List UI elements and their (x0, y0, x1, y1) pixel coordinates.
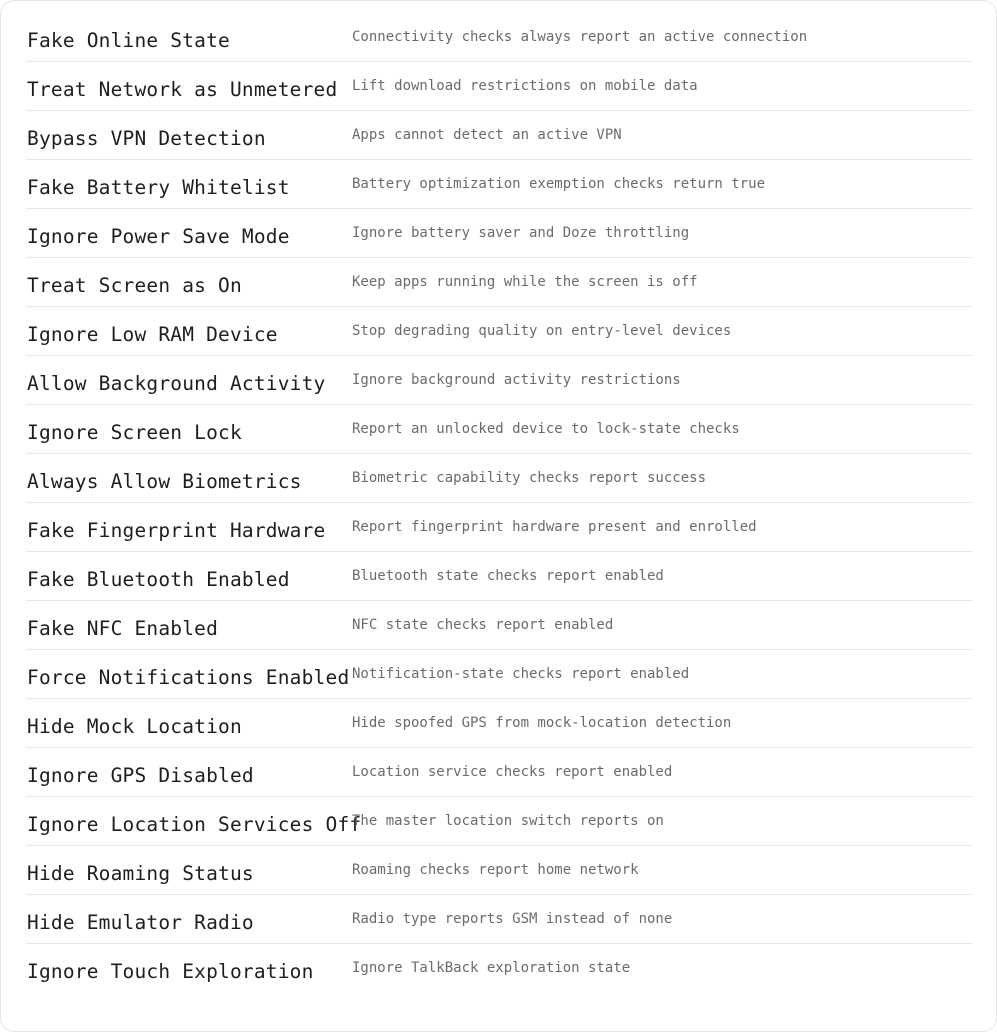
setting-description: Connectivity checks always report an active connection (352, 29, 808, 45)
setting-title: Treat Network as Unmetered (27, 78, 338, 101)
setting-row-force-notifications-enabled[interactable] (26, 650, 973, 699)
setting-title: Fake Online State (27, 29, 230, 52)
setting-description: Roaming checks report home network (352, 862, 639, 878)
setting-row-always-allow-biometrics[interactable] (26, 454, 973, 503)
setting-title: Treat Screen as On (27, 274, 242, 297)
setting-title: Ignore Screen Lock (27, 421, 242, 444)
setting-title: Ignore Low RAM Device (27, 323, 278, 346)
setting-row-ignore-screen-lock[interactable] (26, 405, 973, 454)
setting-row-ignore-touch-exploration[interactable] (26, 944, 973, 992)
setting-description: Apps cannot detect an active VPN (352, 127, 622, 143)
setting-description: Stop degrading quality on entry-level devices (352, 323, 732, 339)
setting-title: Hide Roaming Status (27, 862, 254, 885)
setting-title: Force Notifications Enabled (27, 666, 350, 689)
setting-description: Hide spoofed GPS from mock-location detection (352, 715, 732, 731)
setting-description: Ignore background activity restrictions (352, 372, 681, 388)
setting-title: Ignore Location Services Off (27, 813, 362, 836)
setting-title: Fake Fingerprint Hardware (27, 519, 326, 542)
setting-title: Ignore Touch Exploration (27, 960, 314, 983)
setting-title: Fake Battery Whitelist (27, 176, 290, 199)
setting-description: Report fingerprint hardware present and enrolled (352, 519, 757, 535)
setting-row-allow-background-activity[interactable] (26, 356, 973, 405)
setting-row-hide-emulator-radio[interactable] (26, 895, 973, 944)
setting-title: Allow Background Activity (27, 372, 326, 395)
setting-description: Battery optimization exemption checks return true (352, 176, 766, 192)
setting-title: Hide Emulator Radio (27, 911, 254, 934)
setting-row-bypass-vpn-detection[interactable] (26, 111, 973, 160)
setting-description: Radio type reports GSM instead of none (352, 911, 673, 927)
setting-row-ignore-low-ram-device[interactable] (26, 307, 973, 356)
setting-description: Report an unlocked device to lock-state checks (352, 421, 740, 437)
setting-row-fake-fingerprint-hardware[interactable] (26, 503, 973, 552)
setting-description: The master location switch reports on (352, 813, 664, 829)
setting-description: Location service checks report enabled (352, 764, 673, 780)
setting-title: Ignore Power Save Mode (27, 225, 290, 248)
setting-title: Fake NFC Enabled (27, 617, 219, 640)
setting-row-fake-bluetooth-enabled[interactable] (26, 552, 973, 601)
setting-description: Lift download restrictions on mobile data (352, 78, 698, 94)
setting-row-hide-mock-location[interactable] (26, 699, 973, 748)
setting-description: Notification-state checks report enabled (352, 666, 690, 682)
setting-row-ignore-location-services-off[interactable] (26, 797, 973, 846)
setting-row-ignore-gps-disabled[interactable] (26, 748, 973, 797)
setting-row-treat-network-as-unmetered[interactable] (26, 62, 973, 111)
setting-description: Ignore battery saver and Doze throttling (352, 225, 690, 241)
setting-description: Ignore TalkBack exploration state (352, 960, 631, 976)
setting-title: Always Allow Biometrics (27, 470, 302, 493)
setting-title: Ignore GPS Disabled (27, 764, 254, 787)
setting-row-treat-screen-as-on[interactable] (26, 258, 973, 307)
setting-title: Fake Bluetooth Enabled (27, 568, 290, 591)
setting-description: NFC state checks report enabled (352, 617, 614, 633)
setting-description: Keep apps running while the screen is off (352, 274, 698, 290)
setting-row-fake-nfc-enabled[interactable] (26, 601, 973, 650)
setting-title: Hide Mock Location (27, 715, 242, 738)
setting-row-ignore-power-save-mode[interactable] (26, 209, 973, 258)
setting-title: Bypass VPN Detection (27, 127, 266, 150)
setting-description: Bluetooth state checks report enabled (352, 568, 664, 584)
setting-row-fake-online-state[interactable] (26, 13, 973, 62)
setting-description: Biometric capability checks report success (352, 470, 707, 486)
setting-row-hide-roaming-status[interactable] (26, 846, 973, 895)
settings-list (26, 13, 973, 992)
setting-row-fake-battery-whitelist[interactable] (26, 160, 973, 209)
